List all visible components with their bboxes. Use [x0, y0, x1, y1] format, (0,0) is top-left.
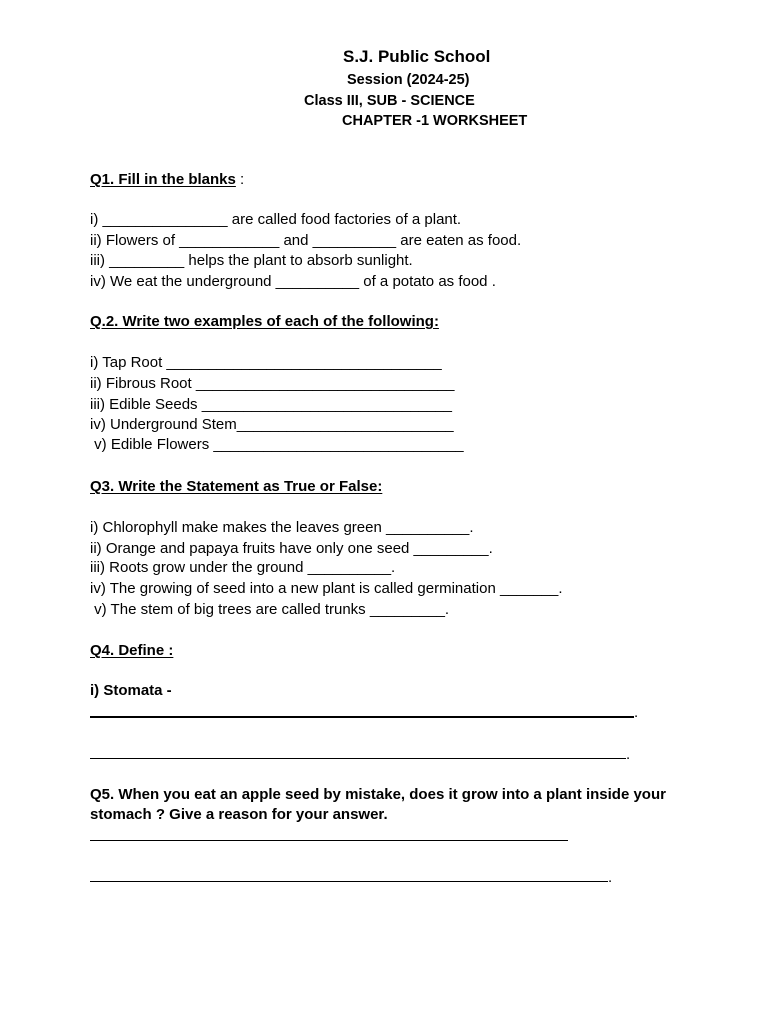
q5-question-line2: stomach ? Give a reason for your answer.: [90, 806, 388, 823]
q2-item-3: iii) Edible Seeds ______________________________: [90, 396, 452, 413]
q1-item-4: iv) We eat the underground __________ of a potato as food .: [90, 273, 496, 290]
q1-item-2: ii) Flowers of ____________ and __________ are eaten as food.: [90, 232, 522, 249]
answer-line: [90, 840, 568, 841]
q2-item-1: i) Tap Root _________________________________: [90, 354, 442, 371]
answer-line: [90, 758, 626, 759]
q1-item-3: iii) _________ helps the plant to absorb sunlight.: [90, 252, 413, 269]
answer-line: [90, 716, 634, 718]
q4-line1-period: .: [634, 704, 639, 721]
q1-title-suffix: :: [235, 171, 245, 188]
q3-item-2: ii) Orange and papaya fruits have only one seed _________.: [90, 540, 493, 557]
q3-item-3: iii) Roots grow under the ground __________.: [90, 559, 396, 576]
q3-title: Q3. Write the Statement as True or False:: [90, 478, 383, 495]
q3-item-4: iv) The growing of seed into a new plant is called germination _______.: [90, 580, 563, 597]
q4-line2-period: .: [626, 746, 631, 763]
session: Session (2024-25): [347, 72, 470, 88]
q4-title: Q4. Define :: [90, 642, 174, 659]
q1-heading: [90, 170, 244, 190]
class-subject: Class III, SUB - SCIENCE: [304, 93, 475, 109]
q3-item-1: i) Chlorophyll make makes the leaves green __________.: [90, 519, 474, 536]
q5-question-line1: Q5. When you eat an apple seed by mistake, does it grow into a plant inside your: [90, 786, 666, 803]
q2-title: Q.2. Write two examples of each of the following:: [90, 313, 439, 330]
q4-subquestion: i) Stomata -: [90, 682, 172, 699]
q3-item-5: v) The stem of big trees are called trunks _________.: [90, 601, 450, 618]
q1-title: Q1. Fill in the blanks: [90, 171, 236, 188]
worksheet-title: CHAPTER -1 WORKSHEET: [342, 113, 528, 129]
q2-item-2: ii) Fibrous Root _______________________________: [90, 375, 455, 392]
answer-line: [90, 881, 608, 882]
school-name: S.J. Public School: [343, 47, 491, 66]
q1-item-1: i) _______________ are called food factories of a plant.: [90, 211, 462, 228]
q2-item-4: iv) Underground Stem__________________________: [90, 416, 454, 433]
q5-line2-period: .: [608, 869, 613, 886]
q2-item-5: v) Edible Flowers ______________________________: [90, 436, 464, 453]
